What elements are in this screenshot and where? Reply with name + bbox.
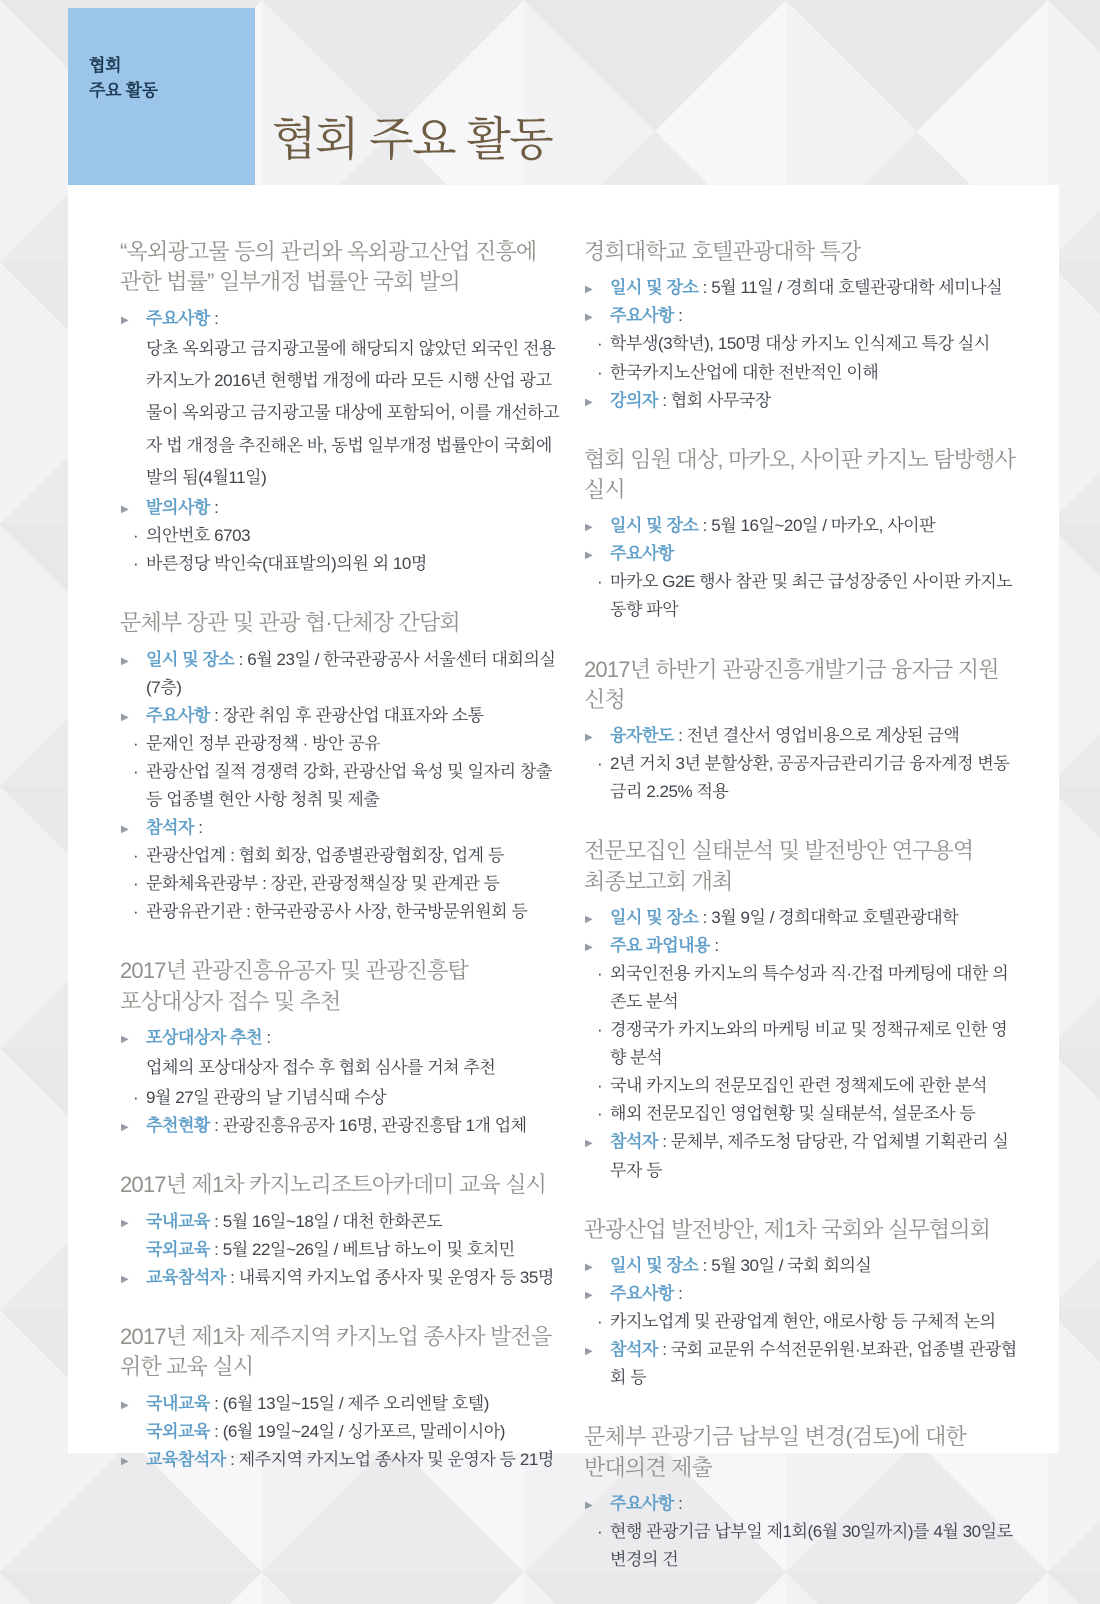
item-label: 주요사항: [610, 1493, 674, 1513]
item-label: 일시 및 장소: [610, 278, 699, 298]
bullet-dot-icon: ·: [597, 1020, 603, 1040]
item-text: 9월 27일 관광의 날 기념식때 수상: [146, 1088, 387, 1108]
content-card: [68, 185, 1059, 1569]
header-tab-label: [89, 54, 158, 103]
item-label: 강의자: [610, 390, 658, 410]
item-label: 포상대상자 추천: [146, 1027, 263, 1047]
item-label: 교육참석자: [146, 1267, 226, 1287]
header-tab-line1: 협회: [89, 56, 122, 75]
arrow-marker-icon: ▶: [121, 1033, 129, 1045]
item-label: 융자한도: [610, 726, 674, 746]
item-text: : 협회 사무국장: [657, 390, 771, 410]
item-text: : 관광진흥유공자 16명, 관광진흥탑 1개 업체: [209, 1116, 527, 1136]
item-text: : 5월 30일 / 국회 회의실: [698, 1255, 872, 1275]
arrow-marker-icon: ▶: [121, 711, 129, 723]
bullet-item: [120, 550, 560, 578]
item-text: : 장관 취임 후 관광산업 대표자와 소통: [209, 705, 484, 725]
bullet-dot-icon: ·: [597, 334, 603, 354]
activity-section: [120, 237, 560, 578]
activity-section: [584, 1422, 1021, 1574]
activity-section: [120, 1170, 560, 1292]
item-label: 참석자: [610, 1132, 658, 1152]
activity-section: [120, 608, 560, 926]
item-text: :: [673, 1283, 683, 1303]
item-text: 국내 카지노의 전문모집인 관련 정책제도에 관한 분석: [610, 1076, 988, 1096]
bullet-dot-icon: ·: [597, 1104, 603, 1124]
arrow-marker-icon: ▶: [121, 824, 129, 836]
bullet-item: [120, 522, 560, 550]
bullet-dot-icon: ·: [597, 754, 603, 774]
item-text: : 문체부, 제주도청 담당관, 각 업체별 기획관리 실무자 등: [610, 1132, 1009, 1180]
item-label: 주요사항: [146, 705, 210, 725]
item-text: 한국카지노산업에 대한 전반적인 이해: [610, 362, 879, 382]
item-label: 일시 및 장소: [146, 649, 235, 669]
bullet-item: [584, 330, 1021, 358]
item-label: 국내교육: [146, 1211, 210, 1231]
arrow-marker-icon: ▶: [121, 655, 129, 667]
activity-section: [584, 445, 1021, 625]
labeled-item: [584, 274, 1021, 302]
paragraph-item: 업체의 포상대상자 접수 후 협회 심사를 거쳐 추천: [146, 1057, 496, 1077]
arrow-marker-icon: ▶: [585, 1346, 593, 1358]
labeled-item: [584, 540, 1021, 568]
bullet-item: [120, 842, 560, 870]
item-label: 국외교육: [146, 1421, 210, 1441]
section-title: “옥외광고물 등의 관리와 옥외광고산업 진흥에 관한 법률” 일부개정 법률안 국회 발의: [120, 239, 537, 295]
arrow-marker-icon: ▶: [121, 314, 129, 326]
arrow-marker-icon: ▶: [585, 1499, 593, 1511]
bullet-item: [584, 750, 1021, 806]
item-text: 2년 거치 3년 분할상환, 공공자금관리기금 융자계정 변동금리 2.25% 적용: [610, 754, 1010, 802]
bullet-item: [584, 1100, 1021, 1128]
bullet-dot-icon: ·: [597, 1521, 603, 1541]
item-text: : (6월 19일~24일 / 싱가포르, 말레이시아): [209, 1421, 505, 1441]
section-title: 전문모집인 실태분석 및 발전방안 연구용역 최종보고회 개최: [584, 838, 974, 894]
arrow-marker-icon: ▶: [121, 1217, 129, 1229]
item-text: : 제주지역 카지노업 종사자 및 운영자 등 21명: [225, 1449, 554, 1469]
item-text: 경쟁국가 카지노와의 마케팅 비교 및 정책규제로 인한 영향 분석: [610, 1020, 1008, 1068]
section-title: 2017년 제1차 카지노리조트아카데미 교육 실시: [120, 1172, 547, 1198]
labeled-item: [120, 1418, 560, 1446]
item-text: :: [673, 1493, 683, 1513]
arrow-marker-icon: ▶: [585, 1138, 593, 1150]
bullet-dot-icon: ·: [133, 902, 139, 922]
arrow-marker-icon: ▶: [585, 522, 593, 534]
labeled-item: [584, 302, 1021, 330]
header-tab: [68, 8, 255, 185]
arrow-marker-icon: ▶: [585, 732, 593, 744]
item-label: 참석자: [146, 818, 194, 838]
paragraph-item: 당초 옥외광고 금지광고물에 해당되지 않았던 외국인 전용 카지노가 2016년 현행법 개정에 따라 모든 시행 산업 광고물이 옥외광고 금지광고물 대상에 포함되어, 이를 개선하고자 법 개정을 추진해온 바, 동법 일부개정 법률안이 국회에 발의 됨(4월11일): [146, 338, 560, 487]
item-text: 바른정당 박인숙(대표발의)의원 외 10명: [146, 554, 427, 574]
bullet-dot-icon: ·: [597, 362, 603, 382]
bullet-dot-icon: ·: [133, 554, 139, 574]
arrow-marker-icon: ▶: [585, 1261, 593, 1273]
arrow-marker-icon: ▶: [121, 1273, 129, 1285]
item-text: : 국회 교문위 수석전문위원·보좌관, 업종별 관광협회 등: [610, 1340, 1017, 1388]
section-title: 2017년 제1차 제주지역 카지노업 종사자 발전을 위한 교육 실시: [120, 1323, 552, 1380]
item-label: 교육참석자: [146, 1449, 226, 1469]
item-text: : 전년 결산서 영업비용으로 계상된 금액: [673, 726, 960, 746]
header-tab-line2: 주요 활동: [89, 80, 158, 100]
labeled-item: [120, 1208, 560, 1236]
item-label: 주요사항: [610, 544, 674, 564]
labeled-item: [120, 1446, 560, 1474]
item-text: 카지노업계 및 관광업계 현안, 애로사항 등 구체적 논의: [610, 1312, 996, 1331]
bullet-dot-icon: ·: [133, 761, 139, 781]
arrow-marker-icon: ▶: [585, 1289, 593, 1301]
arrow-marker-icon: ▶: [121, 504, 129, 516]
item-label: 국외교육: [146, 1239, 210, 1259]
bullet-dot-icon: ·: [133, 733, 139, 753]
labeled-item: [584, 387, 1021, 415]
arrow-marker-icon: ▶: [585, 284, 593, 296]
item-text: 외국인전용 카지노의 특수성과 직·간접 마케팅에 대한 의존도 분석: [610, 964, 1009, 1012]
item-text: :: [262, 1027, 271, 1047]
arrow-marker-icon: ▶: [585, 914, 593, 926]
bullet-dot-icon: ·: [133, 526, 139, 546]
activity-section: [120, 956, 560, 1140]
bullet-item: [584, 1518, 1021, 1574]
item-text: :: [673, 306, 683, 326]
labeled-item: [584, 722, 1021, 750]
item-label: 국내교육: [146, 1393, 210, 1413]
bullet-item: [584, 359, 1021, 387]
bullet-item: [120, 758, 560, 814]
bullet-item: [120, 898, 560, 926]
item-text: 학부생(3학년), 150명 대상 카지노 인식제고 특강 실시: [610, 334, 990, 354]
left-column: [120, 237, 560, 1604]
item-text: : 6월 23일 / 한국관광공사 서울센터 대회의실(7층): [146, 649, 556, 697]
item-text: : 3월 9일 / 경희대학교 호텔관광대학: [698, 908, 959, 928]
arrow-marker-icon: ▶: [585, 312, 593, 324]
section-title: 2017년 관광진흥유공자 및 관광진흥탑 포상대상자 접수 및 추천: [120, 958, 469, 1014]
bullet-item: [584, 1016, 1021, 1072]
item-label: 일시 및 장소: [610, 516, 699, 536]
arrow-marker-icon: ▶: [121, 1122, 129, 1134]
bullet-item: [120, 730, 560, 758]
labeled-item: [120, 814, 560, 842]
section-title: 경희대학교 호텔관광대학 특강: [584, 239, 861, 264]
item-text: 관광유관기관 : 한국관광공사 사장, 한국방문위원회 등: [146, 902, 528, 922]
item-text: 관광산업계 : 협회 회장, 업종별관광협회장, 업계 등: [146, 846, 504, 866]
activity-section: [120, 1322, 560, 1474]
labeled-item: [120, 1024, 560, 1052]
labeled-item: [120, 646, 560, 702]
labeled-item: [584, 1336, 1021, 1392]
labeled-item: [584, 904, 1021, 932]
labeled-item: [120, 1112, 560, 1140]
labeled-item: [584, 1252, 1021, 1280]
bullet-dot-icon: ·: [597, 964, 603, 984]
section-title: 문체부 관광기금 납부일 변경(검토)에 대한 반대의견 제출: [584, 1424, 966, 1480]
bullet-item: [120, 1084, 560, 1112]
activity-section: [584, 655, 1021, 807]
section-title: 관광산업 발전방안, 제1차 국회와 실무협의회: [584, 1216, 991, 1242]
bullet-item: [584, 1072, 1021, 1100]
section-title: 문체부 장관 및 관광 협·단체장 간담회: [120, 610, 460, 636]
item-text: 의안번호 6703: [146, 526, 251, 546]
bullet-dot-icon: ·: [133, 874, 139, 894]
item-label: 참석자: [610, 1340, 658, 1360]
item-text: :: [193, 818, 203, 838]
bullet-dot-icon: ·: [597, 572, 603, 592]
item-label: 추천현황: [146, 1116, 210, 1136]
bullet-item: [120, 870, 560, 898]
item-label: 주요사항: [146, 308, 210, 328]
item-text: 현행 관광기금 납부일 제1회(6월 30일까지)를 4월 30일로 변경의 건: [610, 1521, 1013, 1569]
activity-section: [584, 836, 1021, 1184]
labeled-item: [120, 305, 560, 333]
columns-wrapper: [120, 237, 1021, 1604]
item-label: 일시 및 장소: [610, 1255, 699, 1275]
item-text: : 내륙지역 카지노업 종사자 및 운영자 등 35명: [225, 1267, 554, 1287]
labeled-item: [584, 1490, 1021, 1518]
bullet-dot-icon: ·: [597, 1076, 603, 1096]
item-text: :: [209, 308, 219, 328]
arrow-marker-icon: ▶: [585, 396, 593, 408]
activity-section: [584, 1215, 1021, 1393]
item-text: : (6월 13일~15일 / 제주 오리엔탈 호텔): [209, 1393, 489, 1413]
bullet-dot-icon: ·: [133, 1088, 139, 1108]
activity-section: [584, 237, 1021, 415]
labeled-item: [120, 1236, 560, 1264]
labeled-item: [584, 1128, 1021, 1184]
arrow-marker-icon: ▶: [121, 1455, 129, 1467]
item-text: 문화체육관광부 : 장관, 관광정책실장 및 관계관 등: [146, 874, 500, 894]
item-label: 주요사항: [610, 1283, 674, 1303]
item-text: 문재인 정부 관광정책 · 방안 공유: [146, 733, 381, 753]
item-text: : 5월 22일~26일 / 베트남 하노이 및 호치민: [209, 1239, 515, 1259]
item-text: : 5월 16일~18일 / 대천 한화콘도: [209, 1211, 443, 1231]
section-title: 협회 임원 대상, 마카오, 사이판 카지노 탐방행사 실시: [584, 446, 1016, 502]
labeled-item: [120, 702, 560, 730]
item-text: :: [710, 936, 719, 956]
bullet-item: [584, 960, 1021, 1016]
arrow-marker-icon: ▶: [585, 942, 593, 954]
item-label: 주요사항: [610, 306, 674, 326]
right-column: [584, 237, 1021, 1604]
item-text: : 5월 11일 / 경희대 호텔관광대학 세미나실: [698, 278, 1003, 298]
labeled-item: [120, 1264, 560, 1292]
item-label: 발의사항: [146, 498, 210, 518]
item-text: 마카오 G2E 행사 참관 및 최근 급성장중인 사이판 카지노 동향 파악: [610, 572, 1013, 620]
arrow-marker-icon: ▶: [121, 1399, 129, 1411]
labeled-item: [584, 932, 1021, 960]
item-text: :: [209, 498, 219, 518]
bullet-item: [584, 568, 1021, 624]
bullet-item: [584, 1308, 1021, 1336]
labeled-item: [120, 494, 560, 522]
labeled-item: [120, 1390, 560, 1418]
bullet-dot-icon: ·: [597, 1312, 603, 1331]
labeled-item: [584, 512, 1021, 540]
item-label: 일시 및 장소: [610, 908, 699, 928]
section-title: 2017년 하반기 관광진흥개발기금 융자금 지원 신청: [584, 656, 999, 712]
arrow-marker-icon: ▶: [585, 550, 593, 562]
bullet-dot-icon: ·: [133, 846, 139, 866]
item-text: 관광산업 질적 경쟁력 강화, 관광산업 육성 및 일자리 창출 등 업종별 현안 사항 청취 및 제출: [146, 761, 552, 809]
page-title: 협회 주요 활동: [272, 113, 553, 165]
item-label: 주요 과업내용: [610, 936, 711, 956]
item-text: 해외 전문모집인 영업현황 및 실태분석, 설문조사 등: [610, 1104, 976, 1124]
labeled-item: [584, 1280, 1021, 1308]
item-text: : 5월 16일~20일 / 마카오, 사이판: [698, 516, 936, 536]
